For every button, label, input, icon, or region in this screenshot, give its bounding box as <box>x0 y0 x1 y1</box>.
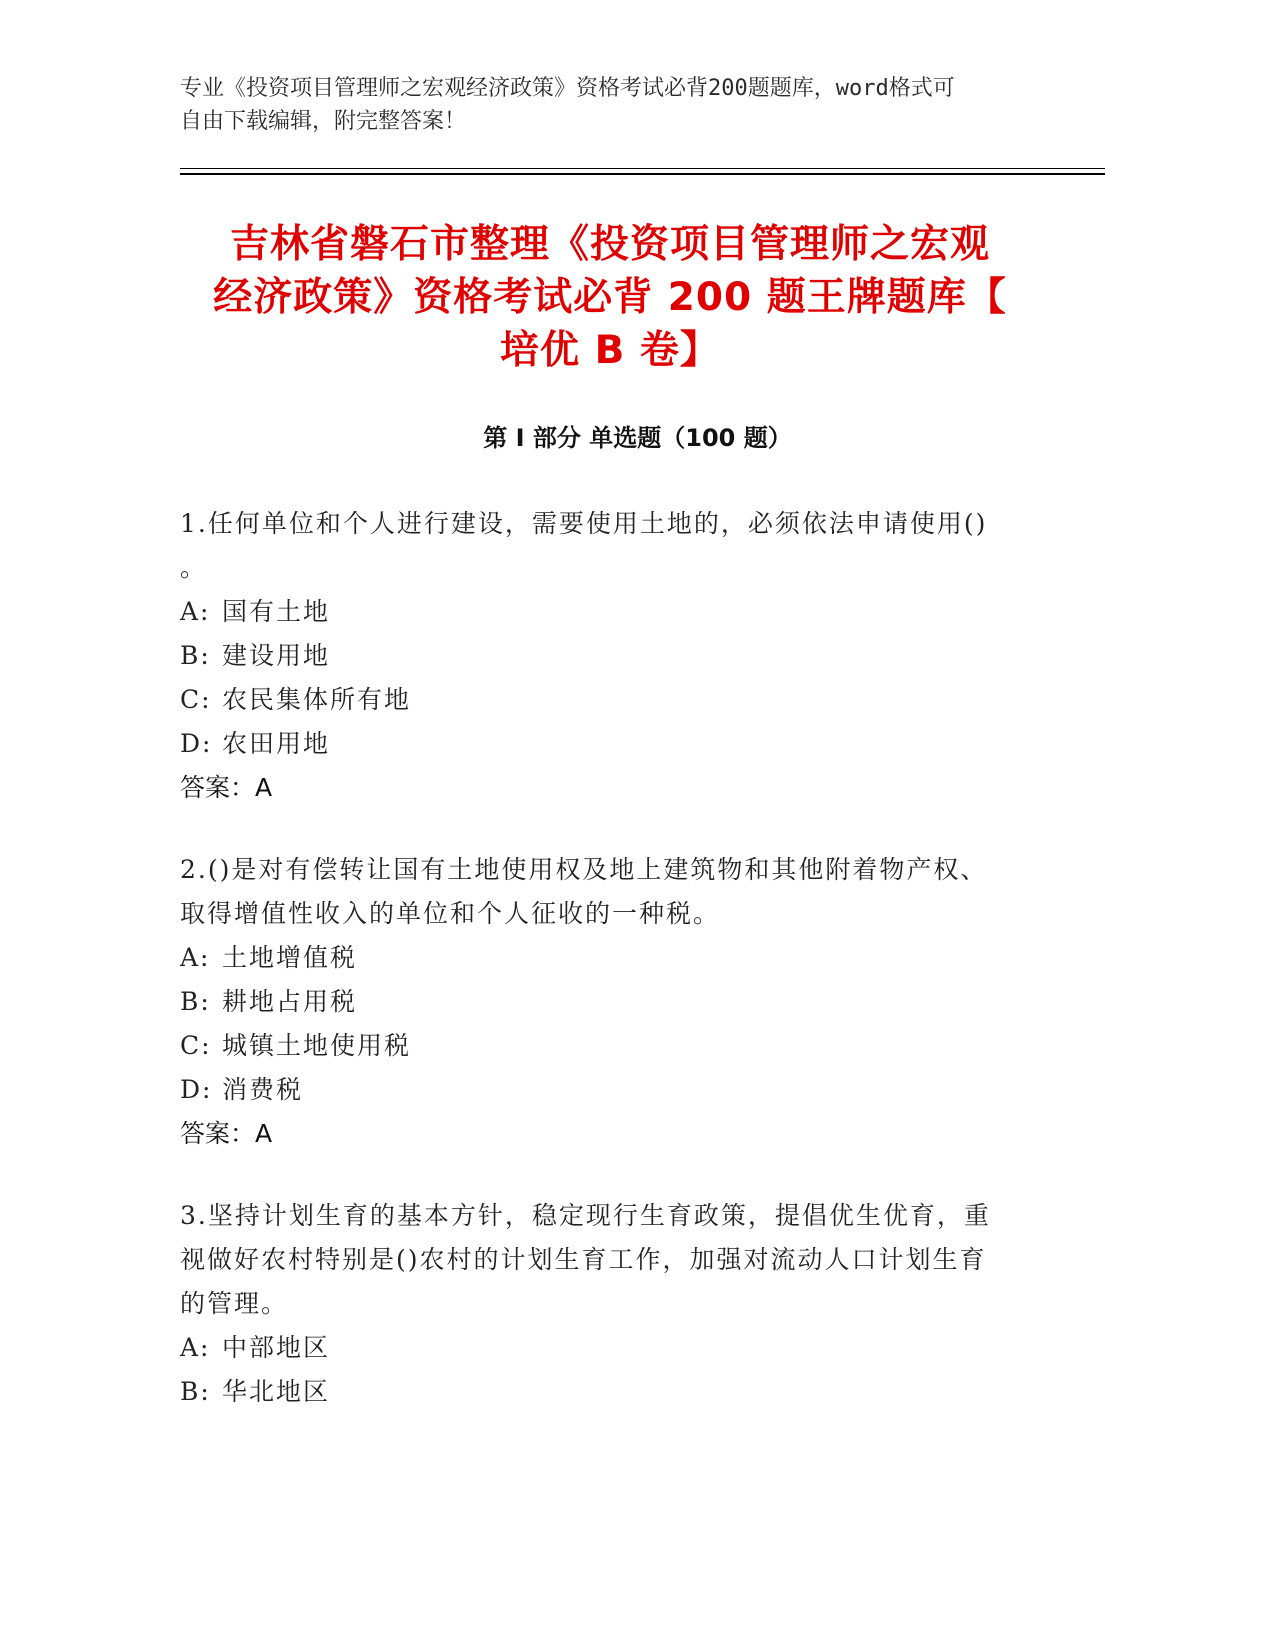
option-text: 农田用地 <box>222 729 331 758</box>
option-letter: B: <box>180 1377 211 1406</box>
option-text: 中部地区 <box>222 1333 331 1362</box>
question-2 <box>180 848 1020 1156</box>
question-stem: 3.坚持计划生育的基本方针，稳定现行生育政策，提倡优生优育，重 <box>180 1201 991 1230</box>
option-letter: C: <box>180 1031 212 1060</box>
option-d <box>180 1068 1020 1112</box>
header-note <box>180 72 1040 138</box>
option-b <box>180 634 1020 678</box>
option-a <box>180 590 1020 634</box>
option-b <box>180 980 1020 1024</box>
question-stem: 1.任何单位和个人进行建设，需要使用土地的，必须依法申请使用() <box>180 509 988 538</box>
option-text: 耕地占用税 <box>222 987 358 1016</box>
option-letter: D: <box>180 1075 213 1104</box>
option-letter: C: <box>180 685 212 714</box>
option-c <box>180 678 1020 722</box>
option-c <box>180 1024 1020 1068</box>
question-list <box>180 502 1020 1452</box>
option-letter: B: <box>180 987 211 1016</box>
option-text: 消费税 <box>222 1075 304 1104</box>
option-a <box>180 1326 1020 1370</box>
header-note-line-1: 专业《投资项目管理师之宏观经济政策》资格考试必背200题题库，word格式可 <box>180 76 955 101</box>
answer-line: 答案：A <box>180 1119 273 1148</box>
option-letter: A: <box>180 1333 211 1362</box>
option-letter: D: <box>180 729 213 758</box>
option-a <box>180 936 1020 980</box>
option-letter: A: <box>180 597 211 626</box>
header-note-line-2: 自由下载编辑，附完整答案！ <box>180 109 467 134</box>
option-text: 华北地区 <box>222 1377 331 1406</box>
section-heading: 第 I 部分 单选题（100 题） <box>483 424 792 452</box>
question-stem: 的管理。 <box>180 1289 289 1318</box>
option-text: 国有土地 <box>222 597 331 626</box>
title-line-3: 培优 B 卷】 <box>500 328 720 373</box>
header-rule-thick <box>180 173 1105 175</box>
question-stem: 取得增值性收入的单位和个人征收的一种税。 <box>180 899 721 928</box>
question-3 <box>180 1194 1020 1414</box>
option-d <box>180 722 1020 766</box>
option-text: 农民集体所有地 <box>222 685 412 714</box>
question-stem: 。 <box>180 553 208 582</box>
option-letter: A: <box>180 943 211 972</box>
option-text: 建设用地 <box>222 641 331 670</box>
header-rule-thin <box>180 168 1105 169</box>
question-1 <box>180 502 1020 810</box>
question-stem: 视做好农村特别是()农村的计划生育工作，加强对流动人口计划生育 <box>180 1245 987 1274</box>
option-text: 城镇土地使用税 <box>222 1031 412 1060</box>
option-b <box>180 1370 1020 1414</box>
option-text: 土地增值税 <box>222 943 358 972</box>
title-line-1: 吉林省磐石市整理《投资项目管理师之宏观 <box>229 222 990 267</box>
document-title <box>190 218 1030 377</box>
answer-line: 答案：A <box>180 773 273 802</box>
title-line-2: 经济政策》资格考试必背 200 题王牌题库【 <box>213 275 1007 320</box>
option-letter: B: <box>180 641 211 670</box>
question-stem: 2.()是对有偿转让国有土地使用权及地上建筑物和其他附着物产权、 <box>180 855 988 884</box>
